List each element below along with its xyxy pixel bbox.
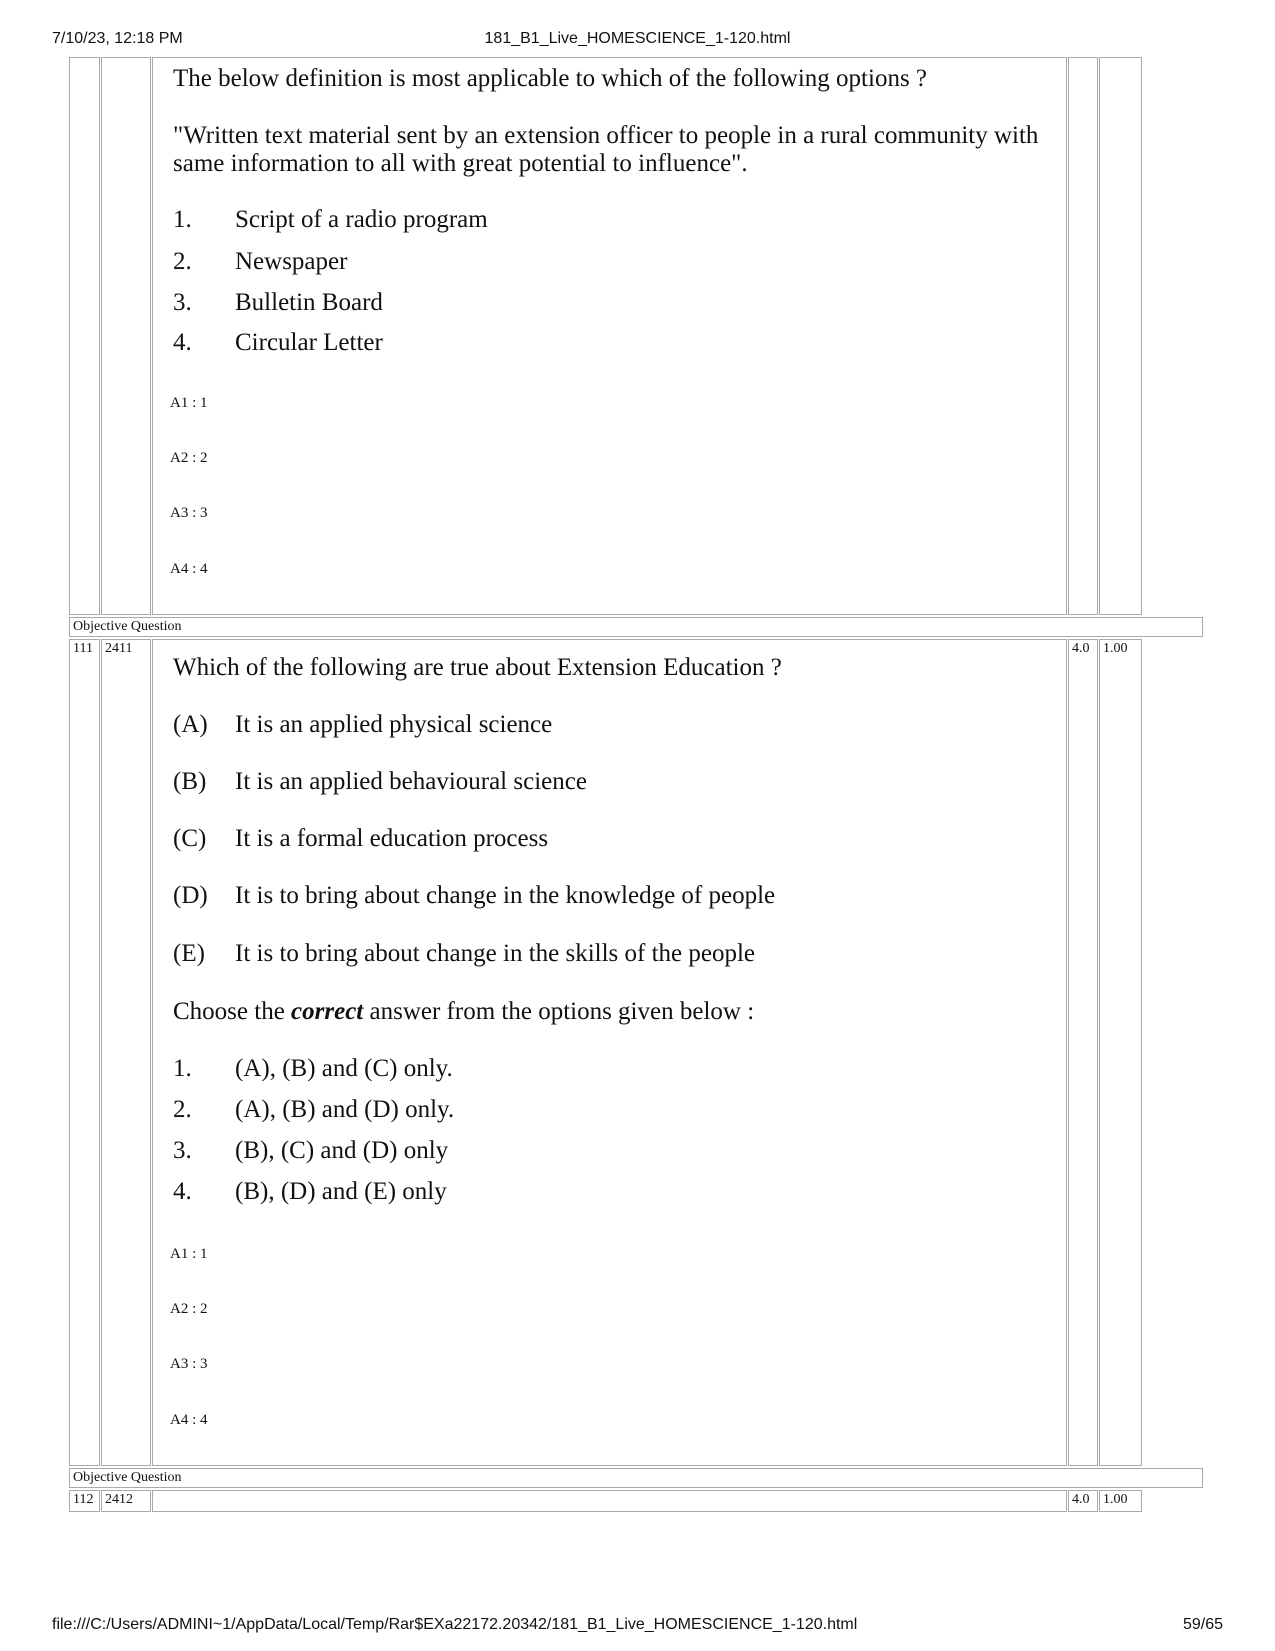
option-number: 3. — [173, 289, 192, 316]
answer-key: A4 : 4 — [170, 1412, 208, 1428]
answer-key: A4 : 4 — [170, 561, 208, 577]
question-type-label: Objective Question — [69, 617, 1203, 637]
option-text: (A), (B) and (C) only. — [235, 1055, 453, 1082]
marks-cell: 4.0 — [1068, 1490, 1098, 1512]
qid-cell — [101, 57, 151, 615]
print-file-path: file:///C:/Users/ADMINI~1/AppData/Local/Temp/Rar$EXa22172.20342/181_B1_Live_HOMESCIENCE_1-120.html — [52, 1616, 858, 1633]
answer-key: A2 : 2 — [170, 1301, 208, 1317]
negative-cell: 1.00 — [1099, 1490, 1142, 1512]
question-cell — [152, 639, 1067, 1466]
statement-text: It is a formal education process — [235, 825, 549, 852]
negative-cell: 1.00 — [1099, 639, 1142, 1466]
question-stem: Which of the following are true about Extension Education ? — [173, 654, 782, 681]
statement-label: (C) — [173, 825, 207, 852]
answer-key: A3 : 3 — [170, 505, 208, 521]
serial-cell — [69, 57, 100, 615]
answer-key: A1 : 1 — [170, 1246, 208, 1262]
print-filename: 181_B1_Live_HOMESCIENCE_1-120.html — [484, 30, 791, 47]
serial-cell: 111 — [69, 639, 100, 1466]
statement-label: (E) — [173, 940, 205, 967]
answer-key: A1 : 1 — [170, 395, 208, 411]
emphasis-correct: correct — [291, 998, 364, 1025]
question-type-label: Objective Question — [69, 1468, 1203, 1488]
option-number: 2. — [173, 248, 192, 275]
option-text: (B), (D) and (E) only — [235, 1178, 447, 1205]
marks-cell — [1068, 57, 1098, 615]
statement-text: It is an applied physical science — [235, 711, 553, 738]
qid-cell: 2411 — [101, 639, 151, 1466]
marks-cell: 4.0 — [1068, 639, 1098, 1466]
statement-text: It is to bring about change in the skills of the people — [235, 940, 756, 967]
option-text: Bulletin Board — [235, 289, 383, 316]
answer-key: A2 : 2 — [170, 450, 208, 466]
statement-label: (D) — [173, 882, 208, 909]
option-number: 2. — [173, 1096, 192, 1123]
statement-text: It is to bring about change in the knowledge of people — [235, 882, 776, 909]
statement-label: (B) — [173, 768, 207, 795]
print-datetime: 7/10/23, 12:18 PM — [52, 30, 183, 47]
answer-key: A3 : 3 — [170, 1356, 208, 1372]
option-number: 4. — [173, 1178, 192, 1205]
page-number: 59/65 — [1182, 1616, 1223, 1633]
statement-label: (A) — [173, 711, 208, 738]
option-text: (A), (B) and (D) only. — [235, 1096, 455, 1123]
option-number: 1. — [173, 206, 192, 233]
question-quote-line1: "Written text material sent by an extension officer to people in a rural community with — [173, 122, 1039, 149]
question-cell — [152, 1490, 1067, 1512]
question-stem: The below definition is most applicable to which of the following options ? — [173, 65, 928, 92]
option-number: 4. — [173, 329, 192, 356]
statement-text: It is an applied behavioural science — [235, 768, 587, 795]
option-number: 1. — [173, 1055, 192, 1082]
option-text: Script of a radio program — [235, 206, 488, 233]
option-text: (B), (C) and (D) only — [235, 1137, 449, 1164]
option-text: Circular Letter — [235, 329, 383, 356]
qid-cell: 2412 — [101, 1490, 151, 1512]
negative-cell — [1099, 57, 1142, 615]
option-text: Newspaper — [235, 248, 348, 275]
serial-cell: 112 — [69, 1490, 100, 1512]
question-quote-line2: same information to all with great potential to influence". — [173, 150, 748, 177]
choose-instruction: Choose the correct answer from the options given below : — [173, 998, 755, 1025]
option-number: 3. — [173, 1137, 192, 1164]
